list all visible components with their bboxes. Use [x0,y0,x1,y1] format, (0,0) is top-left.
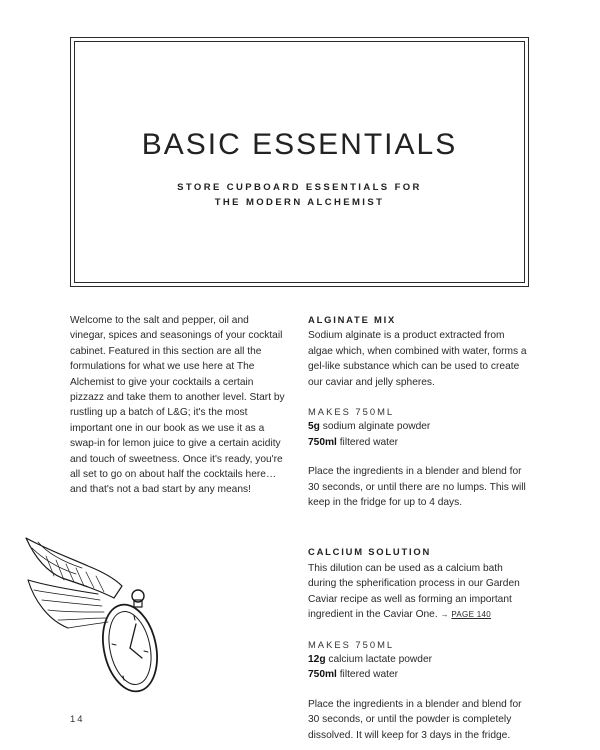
page-title: BASIC ESSENTIALS [141,128,458,161]
ingredient-line [308,667,530,682]
subtitle-line-1: STORE CUPBOARD ESSENTIALS FOR [177,182,422,193]
ingredient-name: calcium lactate powder [325,653,433,665]
recipe-calcium-solution [308,544,530,742]
page-subtitle [75,180,524,210]
method-text: Place the ingredients in a blender and blend for 30 seconds, or until the powder is completely dissolved. It will keep for 3 days in the fridge. [308,698,522,741]
title-frame-inner [74,41,525,283]
ingredient-quantity: 750ml [308,669,337,681]
ingredient-name: filtered water [336,669,399,681]
recipe-alginate-mix [308,312,530,510]
intro-paragraph: Welcome to the salt and pepper, oil and vinegar, spices and seasonings of your cocktail cabinet. Featured in this section are all the formulations for what we use here at The Alchemist to give your cocktails a certain pizzazz and take them to another level. Start by rustling up a batch of L&G; it's the most important one in our book as we use it as a swap-in for lemon juice to give a certain acidity and touch of sweetness. Once it's ready, you're all set to go on about half the cocktails here…and that's not a bad start by any means! [70,315,285,496]
winged-pocket-watch-icon [18,520,168,710]
method-text: Place the ingredients in a blender and blend for 30 seconds, or until there are no lumps. This will keep in the fridge for up to 4 days. [308,466,526,509]
yield-label: MAKES 750ML [308,638,395,650]
section-description: Sodium alginate is a product extracted from algae which, when combined with water, forms a gel-like substance which can be used to create our caviar and jelly spheres. [308,330,527,388]
page-reference[interactable] [441,610,491,619]
description-text: This dilution can be used as a calcium bath during the spherification process in our Garden Caviar recipe as well as forming an important ingredient in the Caviar One. [308,562,520,621]
section-description [308,561,530,623]
ingredient-quantity: 750ml [308,436,337,448]
ingredient-line [308,652,530,667]
subtitle-line-2: THE MODERN ALCHEMIST [214,197,385,208]
arrow-icon: → [440,610,449,620]
page-reference-link[interactable]: PAGE 140 [451,610,491,620]
recipes-column [308,312,530,743]
ingredient-name: filtered water [336,436,399,448]
section-heading: CALCIUM SOLUTION [308,546,432,558]
ingredient-line [308,435,530,450]
ingredient-line [308,419,530,434]
ingredient-quantity: 12g [308,653,326,665]
section-heading: ALGINATE MIX [308,314,397,325]
yield-label: MAKES 750ML [308,406,395,418]
page-number: 14 [70,713,85,724]
ingredient-name: sodium alginate powder [319,421,431,433]
title-frame [70,37,529,287]
ingredient-quantity: 5g [308,421,320,433]
